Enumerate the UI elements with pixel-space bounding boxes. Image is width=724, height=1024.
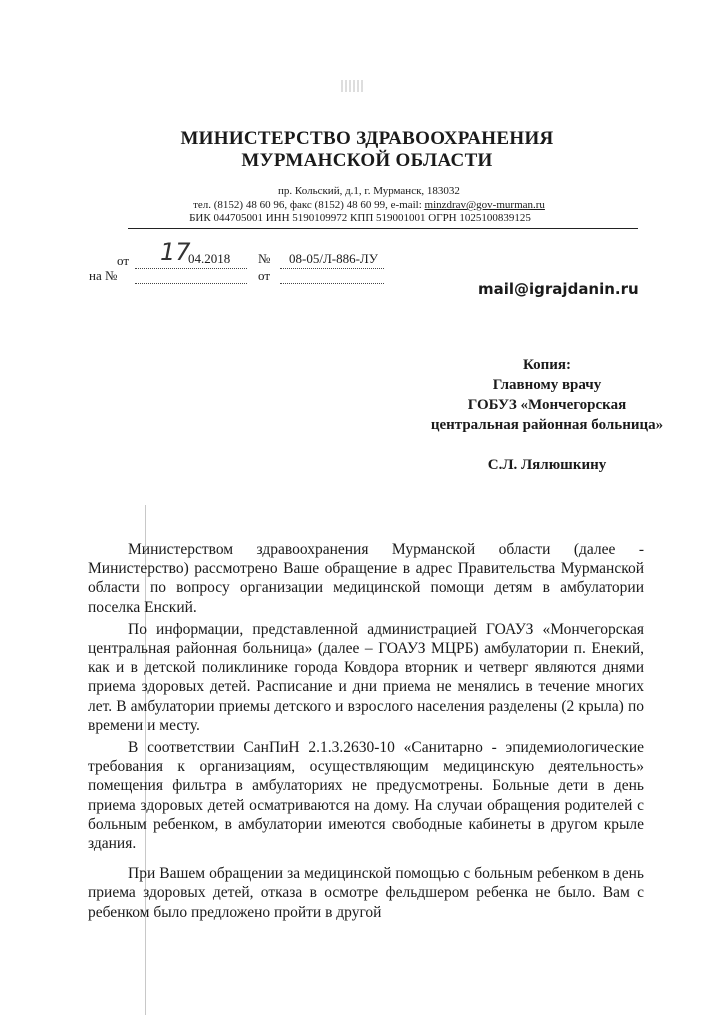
body-paragraph-4: При Вашем обращении за медицинской помощью с больным ребенком в день приема здоровых детей, отказа в осмотре фельдшером ребенка не было. Вам с ребенком было предложено пройти в другой [88,865,644,921]
ref-reply-number-line [135,283,247,284]
ministry-name-line1: МИНИСТЕРСТВО ЗДРАВООХРАНЕНИЯ [180,128,554,149]
ref-reply-from-label: от [258,268,271,283]
ref-number-label: № [258,251,271,266]
recipient-email[interactable]: mail@igrajdanin.ru [478,280,639,298]
letterhead-divider [128,228,638,229]
ref-number: 08-05/Л-886-ЛУ [289,251,378,266]
body-paragraph-3: В соответствии СанПиН 2.1.3.2630-10 «Санитарно - эпидемиологические требования к организациям, осуществляющим медицинскую деятельность» помещения фильтра в амбулаториях не предусмотрены. Больные дети в день приема здоровых детей осматриваются на дому. На случаи обращения родителей с больным ребенком, в амбулатории имеются свободные кабинеты в другом крыле здания. [88,739,644,853]
copy-addressee-name: С.Л. Лялюшкину [487,457,607,473]
ref-number-line [280,268,384,269]
ref-day-handwritten: 17 [160,238,191,266]
ref-date: 04.2018 [188,251,231,266]
contacts-phone-fax: тел. (8152) 48 60 96, факс (8152) 48 60 99, e-mail: [193,199,425,211]
ref-date-line [135,268,247,269]
copy-position: Главному врачу [492,377,602,393]
ministry-contacts [0,199,724,211]
ministry-address: пр. Кольский, д.1, г. Мурманск, 183032 [278,185,460,197]
ministry-bank-details: БИК 044705001 ИНН 5190109972 КПП 519001001 ОГРН 1025100839125 [189,212,531,224]
ministry-email-link[interactable]: minzdrav@gov-murman.ru [424,199,545,211]
letter-body [88,540,644,925]
body-paragraph-1: Министерством здравоохранения Мурманской области (далее - Министерство) рассмотрено Ваше обращение в адрес Правительства Мурманской области по вопросу организации медицинской помощи детям в амбулатории поселка Енский. [88,541,644,616]
copy-label: Копия: [522,357,572,373]
scan-smudge [341,80,365,92]
copy-organization-line1: ГОБУЗ «Мончегорская [467,397,627,413]
body-paragraph-2: По информации, представленной администрацией ГОАУЗ «Мончегорская центральная районная больница» (далее – ГОАУЗ МЦРБ) амбулатории п. Енекий, как и в детской поликлинике города Ковдора вторник и четверг являются днями приема здоровых детей. Расписание и дни приема не менялись в течение многих лет. В амбулатории приемы детского и взрослого населения разделены (2 крыла) по времени и месту. [88,620,644,734]
ref-reply-label: на № [89,268,118,283]
copy-organization-line2: центральная районная больница» [430,417,664,433]
ref-reply-date-line [280,283,384,284]
ref-from-label: от [117,253,130,268]
ministry-name-line2: МУРМАНСКОЙ ОБЛАСТИ [241,150,493,171]
